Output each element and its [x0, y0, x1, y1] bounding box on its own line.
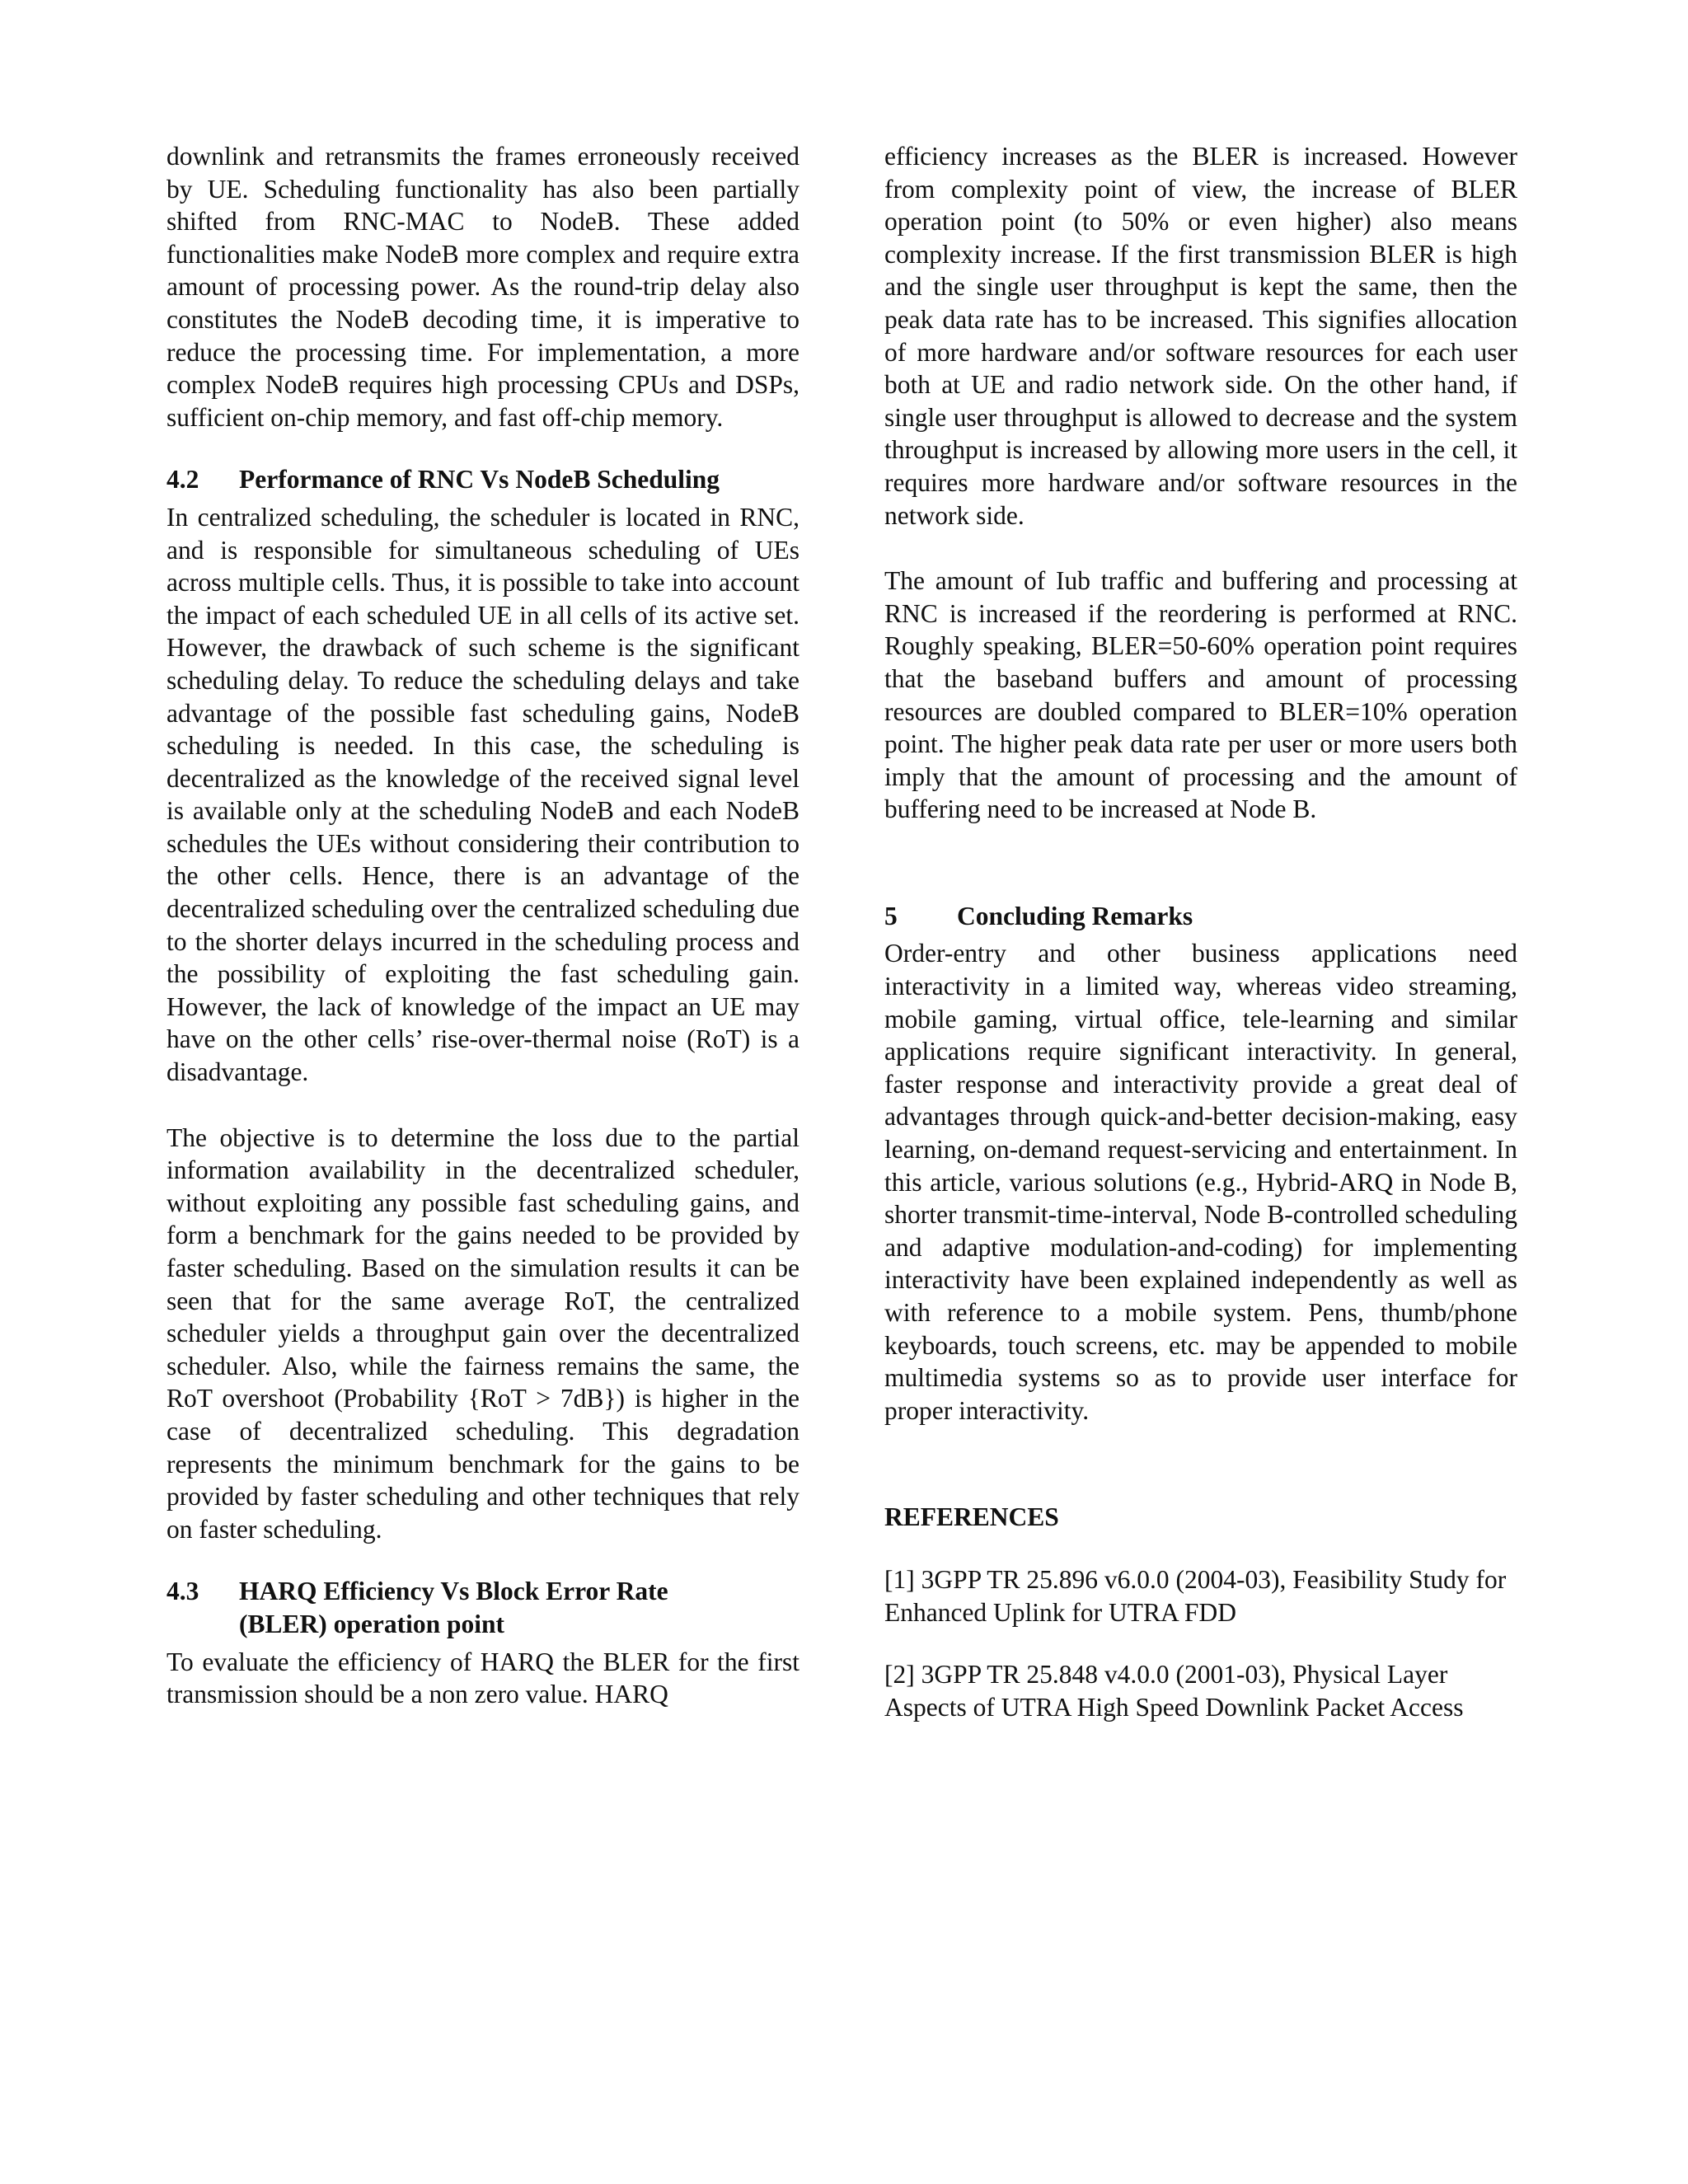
- section-title: Concluding Remarks: [957, 901, 1193, 930]
- section-number: 5: [884, 901, 898, 930]
- section-heading-4-2: [166, 463, 799, 496]
- paragraph-iub-traffic: The amount of Iub traffic and buffering and processing at RNC is increased if the reordering is performed at RNC. Roughly speaking, BLER=50-60% operation point requires that the baseband buffers and amount of processing resources are doubled compared to BLER=10% operation point. The higher peak data rate per user or more users both imply that the amount of processing and the amount of buffering need to be increased at Node B.: [884, 566, 1517, 824]
- paragraph-harq-efficiency: efficiency increases as the BLER is increased. However from complexity point of view, the increase of BLER operation point (to 50% or even higher) also means complexity increase. If the first transmission BLER is high and the single user throughput is kept the same, then the peak data rate has to be increased. This signifies allocation of more hardware and/or software resources for each user both at UE and radio network side. On the other hand, if single user throughput is allowed to decrease and the system throughput is increased by allowing more users in the cell, it requires more hardware and/or software resources in the network side.: [884, 142, 1517, 530]
- reference-item-1: [1] 3GPP TR 25.896 v6.0.0 (2004-03), Feasibility Study for Enhanced Uplink for UTRA FDD: [884, 1564, 1507, 1627]
- section-title-line-2: (BLER) operation point: [239, 1609, 505, 1638]
- section-number: 4.2: [166, 465, 199, 494]
- references-heading: REFERENCES: [884, 1502, 1059, 1532]
- left-column: [166, 140, 799, 1711]
- paragraph-concluding-remarks: Order-entry and other business applications need interactivity in a limited way, whereas video streaming, mobile gaming, virtual office, tele-learning and similar applications require significant interactivity. In general, faster response and interactivity provide a great deal of advantages through quick-and-better decision-making, easy learning, on-demand request-servicing and entertainment. In this article, various solutions (e.g., Hybrid-ARQ in Node B, shorter transmit-time-interval, Node B-controlled scheduling and adaptive modulation-and-coding) for implementing interactivity have been explained independently as well as with reference to a mobile system. Pens, thumb/phone keyboards, touch screens, etc. may be appended to mobile multimedia systems so as to provide user interface for proper interactivity.: [884, 939, 1517, 1425]
- section-title-line-1: HARQ Efficiency Vs Block Error Rate: [239, 1577, 668, 1606]
- section-number: 4.3: [166, 1577, 199, 1606]
- paragraph-harq-evaluation: To evaluate the efficiency of HARQ the BLER for the first transmission should be a non zero value. HARQ: [166, 1647, 799, 1709]
- section-title: [239, 1575, 668, 1640]
- section-heading-5: [884, 900, 1517, 933]
- right-column: [884, 140, 1517, 1723]
- paragraph-centralized-scheduling: In centralized scheduling, the scheduler is located in RNC, and is responsible for simultaneous scheduling of UEs across multiple cells. Thus, it is possible to take into account the impact of each scheduled UE in all cells of its active set. However, the drawback of such scheme is the significant scheduling delay. To reduce the scheduling delays and take advantage of the possible fast scheduling gains, NodeB scheduling is needed. In this case, the scheduling is decentralized as the knowledge of the received signal level is available only at the scheduling NodeB and each NodeB schedules the UEs without considering their contribution to the other cells. Hence, there is an advantage of the decentralized scheduling over the centralized scheduling due to the shorter delays incurred in the scheduling process and the possibility of exploiting the fast scheduling gain. However, the lack of knowledge of the impact an UE may have on the other cells’ rise-over-thermal noise (RoT) is a disadvantage.: [166, 502, 799, 1087]
- section-heading-4-3: [166, 1575, 799, 1640]
- section-title: Performance of RNC Vs NodeB Scheduling: [239, 465, 720, 494]
- paragraph-intro: downlink and retransmits the frames erroneously received by UE. Scheduling functionality has also been partially shifted from RNC-MAC to NodeB. These added functionalities make NodeB more complex and require extra amount of processing power. As the round-trip delay also constitutes the NodeB decoding time, it is imperative to reduce the processing time. For implementation, a more complex NodeB requires high processing CPUs and DSPs, sufficient on-chip memory, and fast off-chip memory.: [166, 142, 799, 432]
- paragraph-objective: The objective is to determine the loss due to the partial information availability in the decentralized scheduler, without exploiting any possible fast scheduling gains, and form a benchmark for the gains needed to be provided by faster scheduling. Based on the simulation results it can be seen that for the same average RoT, the centralized scheduler yields a throughput gain over the decentralized scheduler. Also, while the fairness remains the same, the RoT overshoot (Probability {RoT > 7dB}) is higher in the case of decentralized scheduling. This degradation represents the minimum benchmark for the gains to be provided by faster scheduling and other techniques that rely on faster scheduling.: [166, 1122, 799, 1544]
- reference-item-2: [2] 3GPP TR 25.848 v4.0.0 (2001-03), Physical Layer Aspects of UTRA High Speed Downlink Packet Access: [884, 1660, 1464, 1722]
